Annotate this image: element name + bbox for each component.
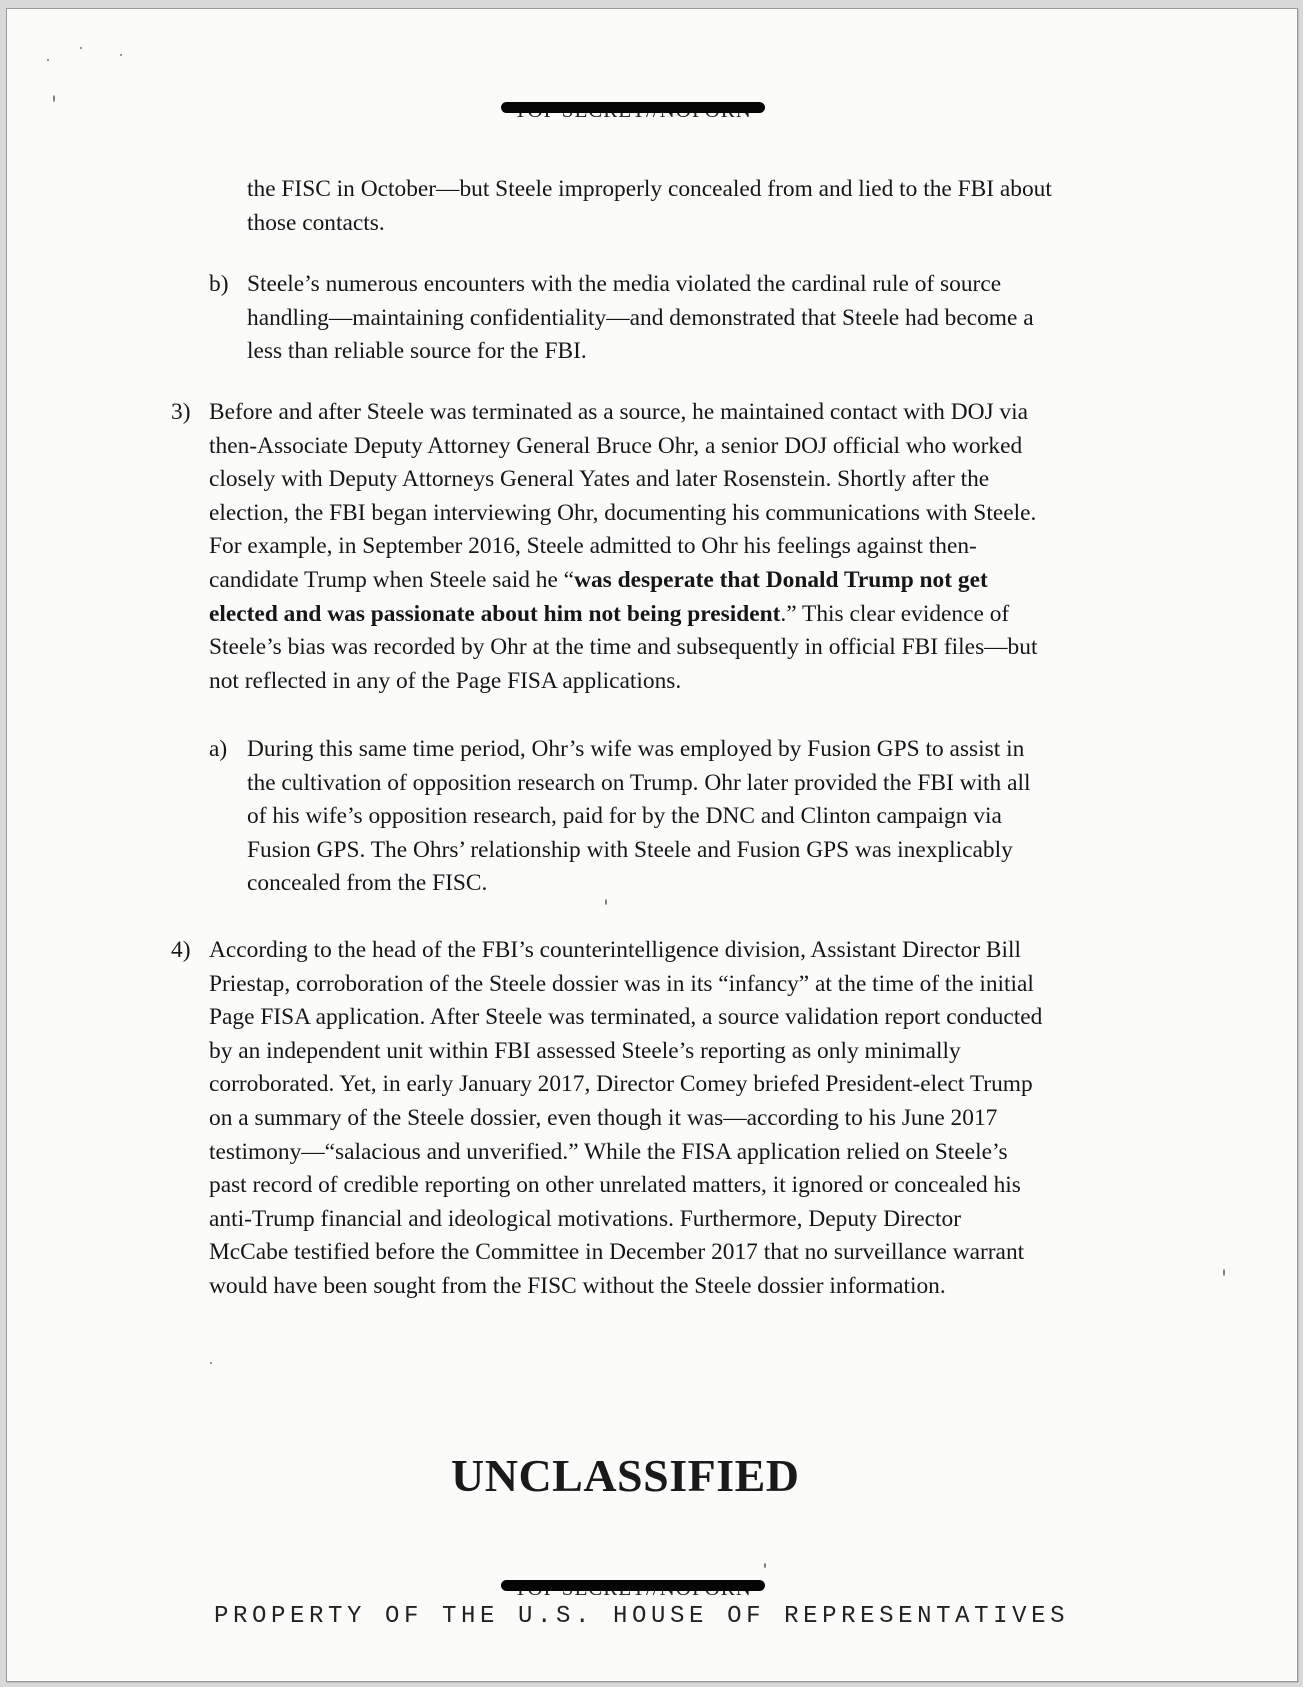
text-line: the cultivation of opposition research on Trump. Ohr later provided the FBI with all (247, 769, 1031, 796)
text-line: past record of credible reporting on other unrelated matters, it ignored or concealed his (209, 1172, 1021, 1199)
text-line: testimony—“salacious and unverified.” While the FISA application relied on Steele’s (209, 1138, 1008, 1165)
list-label: a) (209, 736, 228, 762)
text-line: Steele’s numerous encounters with the media violated the cardinal rule of source (247, 271, 1002, 297)
text-line (209, 598, 1169, 632)
text-line: by an independent unit within FBI assessed Steele’s reporting as only minimally (209, 1037, 961, 1064)
list-label: 3) (171, 399, 191, 425)
scan-speck (53, 95, 55, 102)
text-line: Steele’s bias was recorded by Ohr at the time and subsequently in official FBI files—but (209, 634, 1038, 661)
text-line: those contacts. (247, 209, 385, 236)
text-line: of his wife’s opposition research, paid for by the DNC and Clinton campaign via (247, 803, 1002, 830)
quote-bold: was desperate that Donald Trump not get (574, 566, 988, 593)
scan-speck (210, 1362, 212, 1364)
text-line: concealed from the FISC. (247, 870, 488, 897)
property-line: PROPERTY OF THE U.S. HOUSE OF REPRESENTATIVES (214, 1603, 1070, 1630)
text-line: Fusion GPS. The Ohrs’ relationship with Steele and Fusion GPS was inexplicably (247, 836, 1013, 863)
scan-speck (764, 1563, 766, 1568)
text-run: candidate Trump when Steele said he “ (209, 566, 575, 593)
paragraph-continuation (247, 173, 1167, 240)
text-line: Before and after Steele was terminated as a source, he maintained contact with DOJ via (209, 399, 1029, 425)
text-run: .” This clear evidence of (780, 600, 1010, 627)
text-line: Priestap, corroboration of the Steele dossier was in its “infancy” at the time of the initial (209, 970, 1034, 997)
text-line: For example, in September 2016, Steele admitted to Ohr his feelings against then- (209, 533, 977, 560)
text-line: election, the FBI began interviewing Ohr, documenting his communications with Steele. (209, 499, 1037, 526)
paragraph-a (209, 733, 1167, 901)
list-label: 4) (171, 937, 191, 963)
unclassified-stamp: UNCLASSIFIED (451, 1450, 800, 1501)
text-line: less than reliable source for the FBI. (247, 338, 587, 365)
text-line: During this same time period, Ohr’s wife was employed by Fusion GPS to assist in (247, 736, 1025, 762)
scan-speck (1223, 1269, 1225, 1276)
scan-speck (120, 54, 122, 56)
text-line: would have been sought from the FISC without the Steele dossier information. (209, 1272, 946, 1299)
paragraph-4 (171, 934, 1169, 1304)
document-page (6, 8, 1298, 1682)
text-line: the FISC in October—but Steele improperly concealed from and lied to the FBI about (247, 176, 1052, 202)
paragraph-3 (171, 396, 1169, 698)
text-line: corroborated. Yet, in early January 2017, Director Comey briefed President-elect Trump (209, 1071, 1033, 1098)
text-line: McCabe testified before the Committee in December 2017 that no surveillance warrant (209, 1239, 1025, 1266)
redaction-bar (501, 1580, 765, 1591)
quote-bold: elected and was passionate about him not being president (209, 600, 781, 627)
scan-speck (47, 59, 49, 61)
text-line: on a summary of the Steele dossier, even though it was—according to his June 2017 (209, 1104, 998, 1131)
scan-speck (605, 899, 607, 905)
classification-header (499, 97, 767, 123)
list-label: b) (209, 271, 229, 297)
text-line (209, 564, 1169, 598)
text-line: closely with Deputy Attorneys General Yates and later Rosenstein. Shortly after the (209, 466, 990, 493)
scan-speck (80, 47, 82, 49)
paragraph-b (209, 268, 1167, 369)
text-line: According to the head of the FBI’s counterintelligence division, Assistant Director Bill (209, 937, 1022, 963)
text-line: then-Associate Deputy Attorney General Bruce Ohr, a senior DOJ official who worked (209, 432, 1023, 459)
text-line: Page FISA application. After Steele was terminated, a source validation report conducted (209, 1004, 1043, 1031)
classification-footer (499, 1575, 767, 1601)
text-line: not reflected in any of the Page FISA applications. (209, 667, 682, 694)
text-line: anti-Trump financial and ideological motivations. Furthermore, Deputy Director (209, 1205, 962, 1232)
redaction-bar (501, 102, 765, 113)
text-line: handling—maintaining confidentiality—and demonstrated that Steele had become a (247, 304, 1034, 331)
